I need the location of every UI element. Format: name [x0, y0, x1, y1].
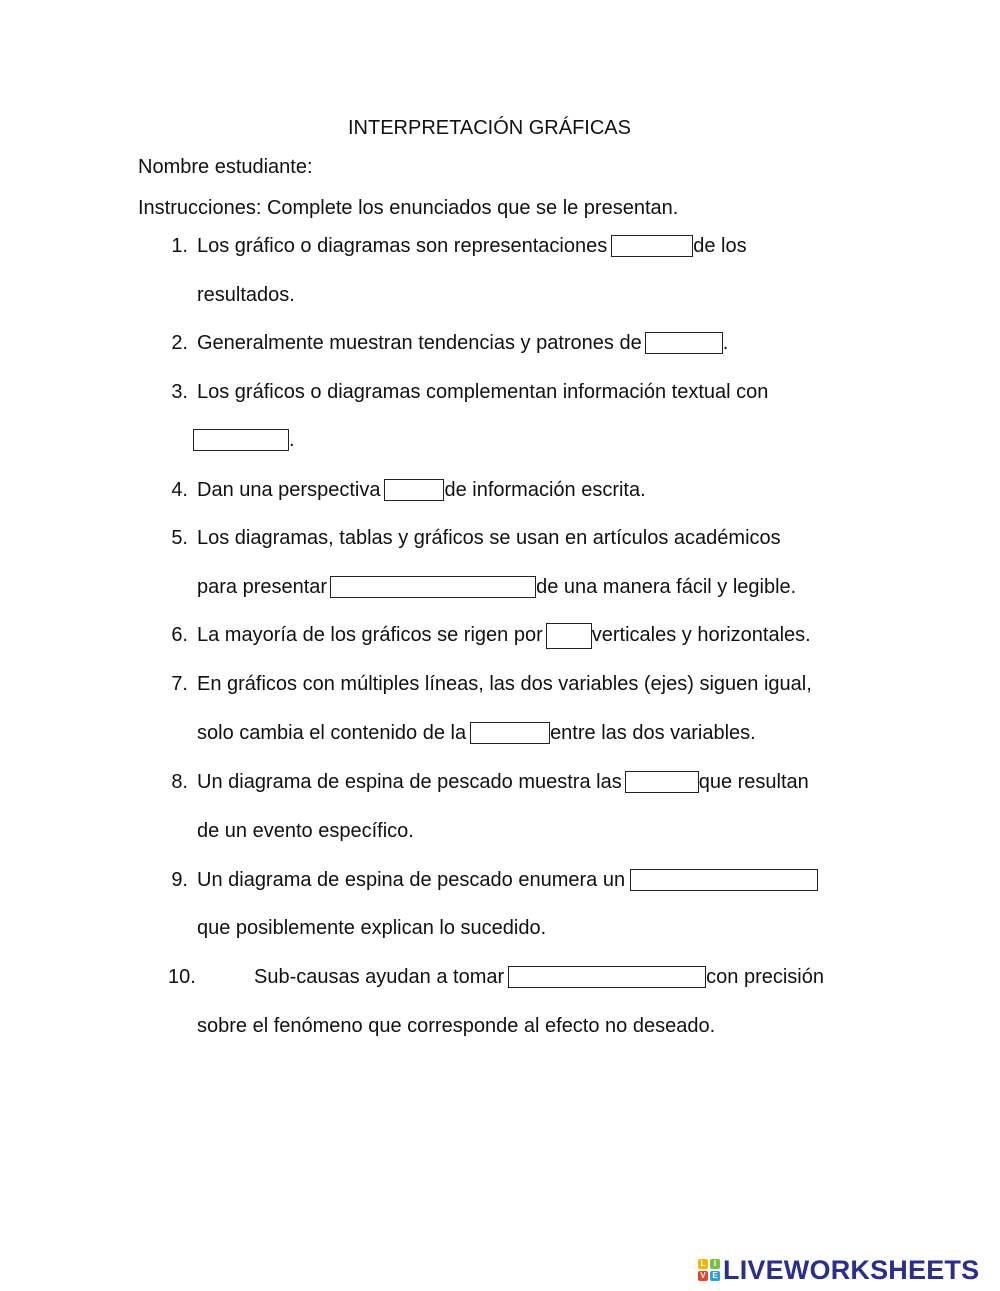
item-1-line-1	[197, 234, 747, 258]
answer-blank-9[interactable]	[630, 869, 818, 891]
item-text: La mayoría de los gráficos se rigen por	[197, 624, 543, 646]
answer-blank-1[interactable]	[611, 235, 693, 257]
item-text: Generalmente muestran tendencias y patrones de	[197, 332, 642, 354]
item-text: para presentar	[197, 576, 328, 598]
item-text: de información escrita.	[444, 479, 646, 501]
answer-blank-6[interactable]	[546, 623, 592, 649]
page-title: INTERPRETACIÓN GRÁFICAS	[348, 117, 631, 139]
answer-blank-4[interactable]	[384, 479, 444, 501]
item-7-line-2	[197, 721, 756, 745]
item-text: sobre el fenómeno que corresponde al efecto no deseado.	[197, 1015, 716, 1037]
item-number: 6.	[171, 624, 188, 646]
answer-blank-10[interactable]	[508, 966, 706, 988]
item-10-line-1	[254, 965, 824, 989]
item-text: que resultan	[698, 771, 809, 793]
answer-blank-5[interactable]	[330, 576, 536, 598]
item-number: 5.	[171, 527, 188, 549]
item-number: 8.	[171, 771, 188, 793]
item-text: Un diagrama de espina de pescado enumera un	[197, 869, 626, 891]
item-number: 3.	[171, 381, 188, 403]
item-text: de una manera fácil y legible.	[536, 576, 797, 598]
item-6-line-1	[197, 623, 811, 649]
logo-letter: V	[698, 1271, 708, 1281]
item-text: con precisión	[706, 966, 824, 988]
item-number: 1.	[171, 235, 188, 257]
logo-text: LIVEWORKSHEETS	[723, 1254, 980, 1285]
item-3-line-2	[193, 428, 295, 452]
item-number: 10.	[168, 966, 196, 988]
logo-letter: E	[710, 1271, 720, 1281]
item-number: 7.	[171, 673, 188, 695]
item-text: Los diagramas, tablas y gráficos se usan en artículos académicos	[197, 527, 781, 549]
item-text: En gráficos con múltiples líneas, las dos variables (ejes) siguen igual,	[197, 673, 812, 695]
item-text: Dan una perspectiva	[197, 479, 381, 501]
item-text: Un diagrama de espina de pescado muestra las	[197, 771, 622, 793]
liveworksheets-logo[interactable]	[698, 1254, 979, 1286]
item-text: que posiblemente explican lo sucedido.	[197, 917, 547, 939]
item-text: Los gráficos o diagramas complementan información textual con	[197, 381, 769, 403]
item-text: de los	[693, 235, 747, 257]
item-4-line-1	[197, 478, 646, 502]
logo-letter: L	[698, 1259, 708, 1269]
item-number: 4.	[171, 479, 188, 501]
item-number: 2.	[171, 332, 188, 354]
item-text: Sub-causas ayudan a tomar	[254, 966, 505, 988]
item-text: .	[289, 429, 295, 451]
item-text: Los gráfico o diagramas son representaciones	[197, 235, 608, 257]
student-name-label: Nombre estudiante:	[138, 156, 313, 178]
item-9-line-1	[197, 868, 818, 892]
answer-blank-3[interactable]	[193, 429, 289, 451]
answer-blank-2[interactable]	[645, 332, 723, 354]
item-5-line-2	[197, 575, 796, 599]
answer-blank-7[interactable]	[470, 722, 550, 744]
logo-letter: I	[710, 1259, 720, 1269]
item-text: resultados.	[197, 284, 295, 306]
item-8-line-1	[197, 770, 809, 794]
instructions-text: Instrucciones: Complete los enunciados que se le presentan.	[138, 197, 679, 219]
item-number: 9.	[171, 869, 188, 891]
item-2-line-1	[197, 331, 728, 355]
answer-blank-8[interactable]	[625, 771, 699, 793]
item-text: verticales y horizontales.	[591, 624, 811, 646]
item-text: solo cambia el contenido de la	[197, 722, 467, 744]
item-text: de un evento específico.	[197, 820, 414, 842]
item-text: .	[722, 332, 729, 354]
logo-mark-icon	[698, 1259, 720, 1281]
item-text: entre las dos variables.	[550, 722, 756, 744]
